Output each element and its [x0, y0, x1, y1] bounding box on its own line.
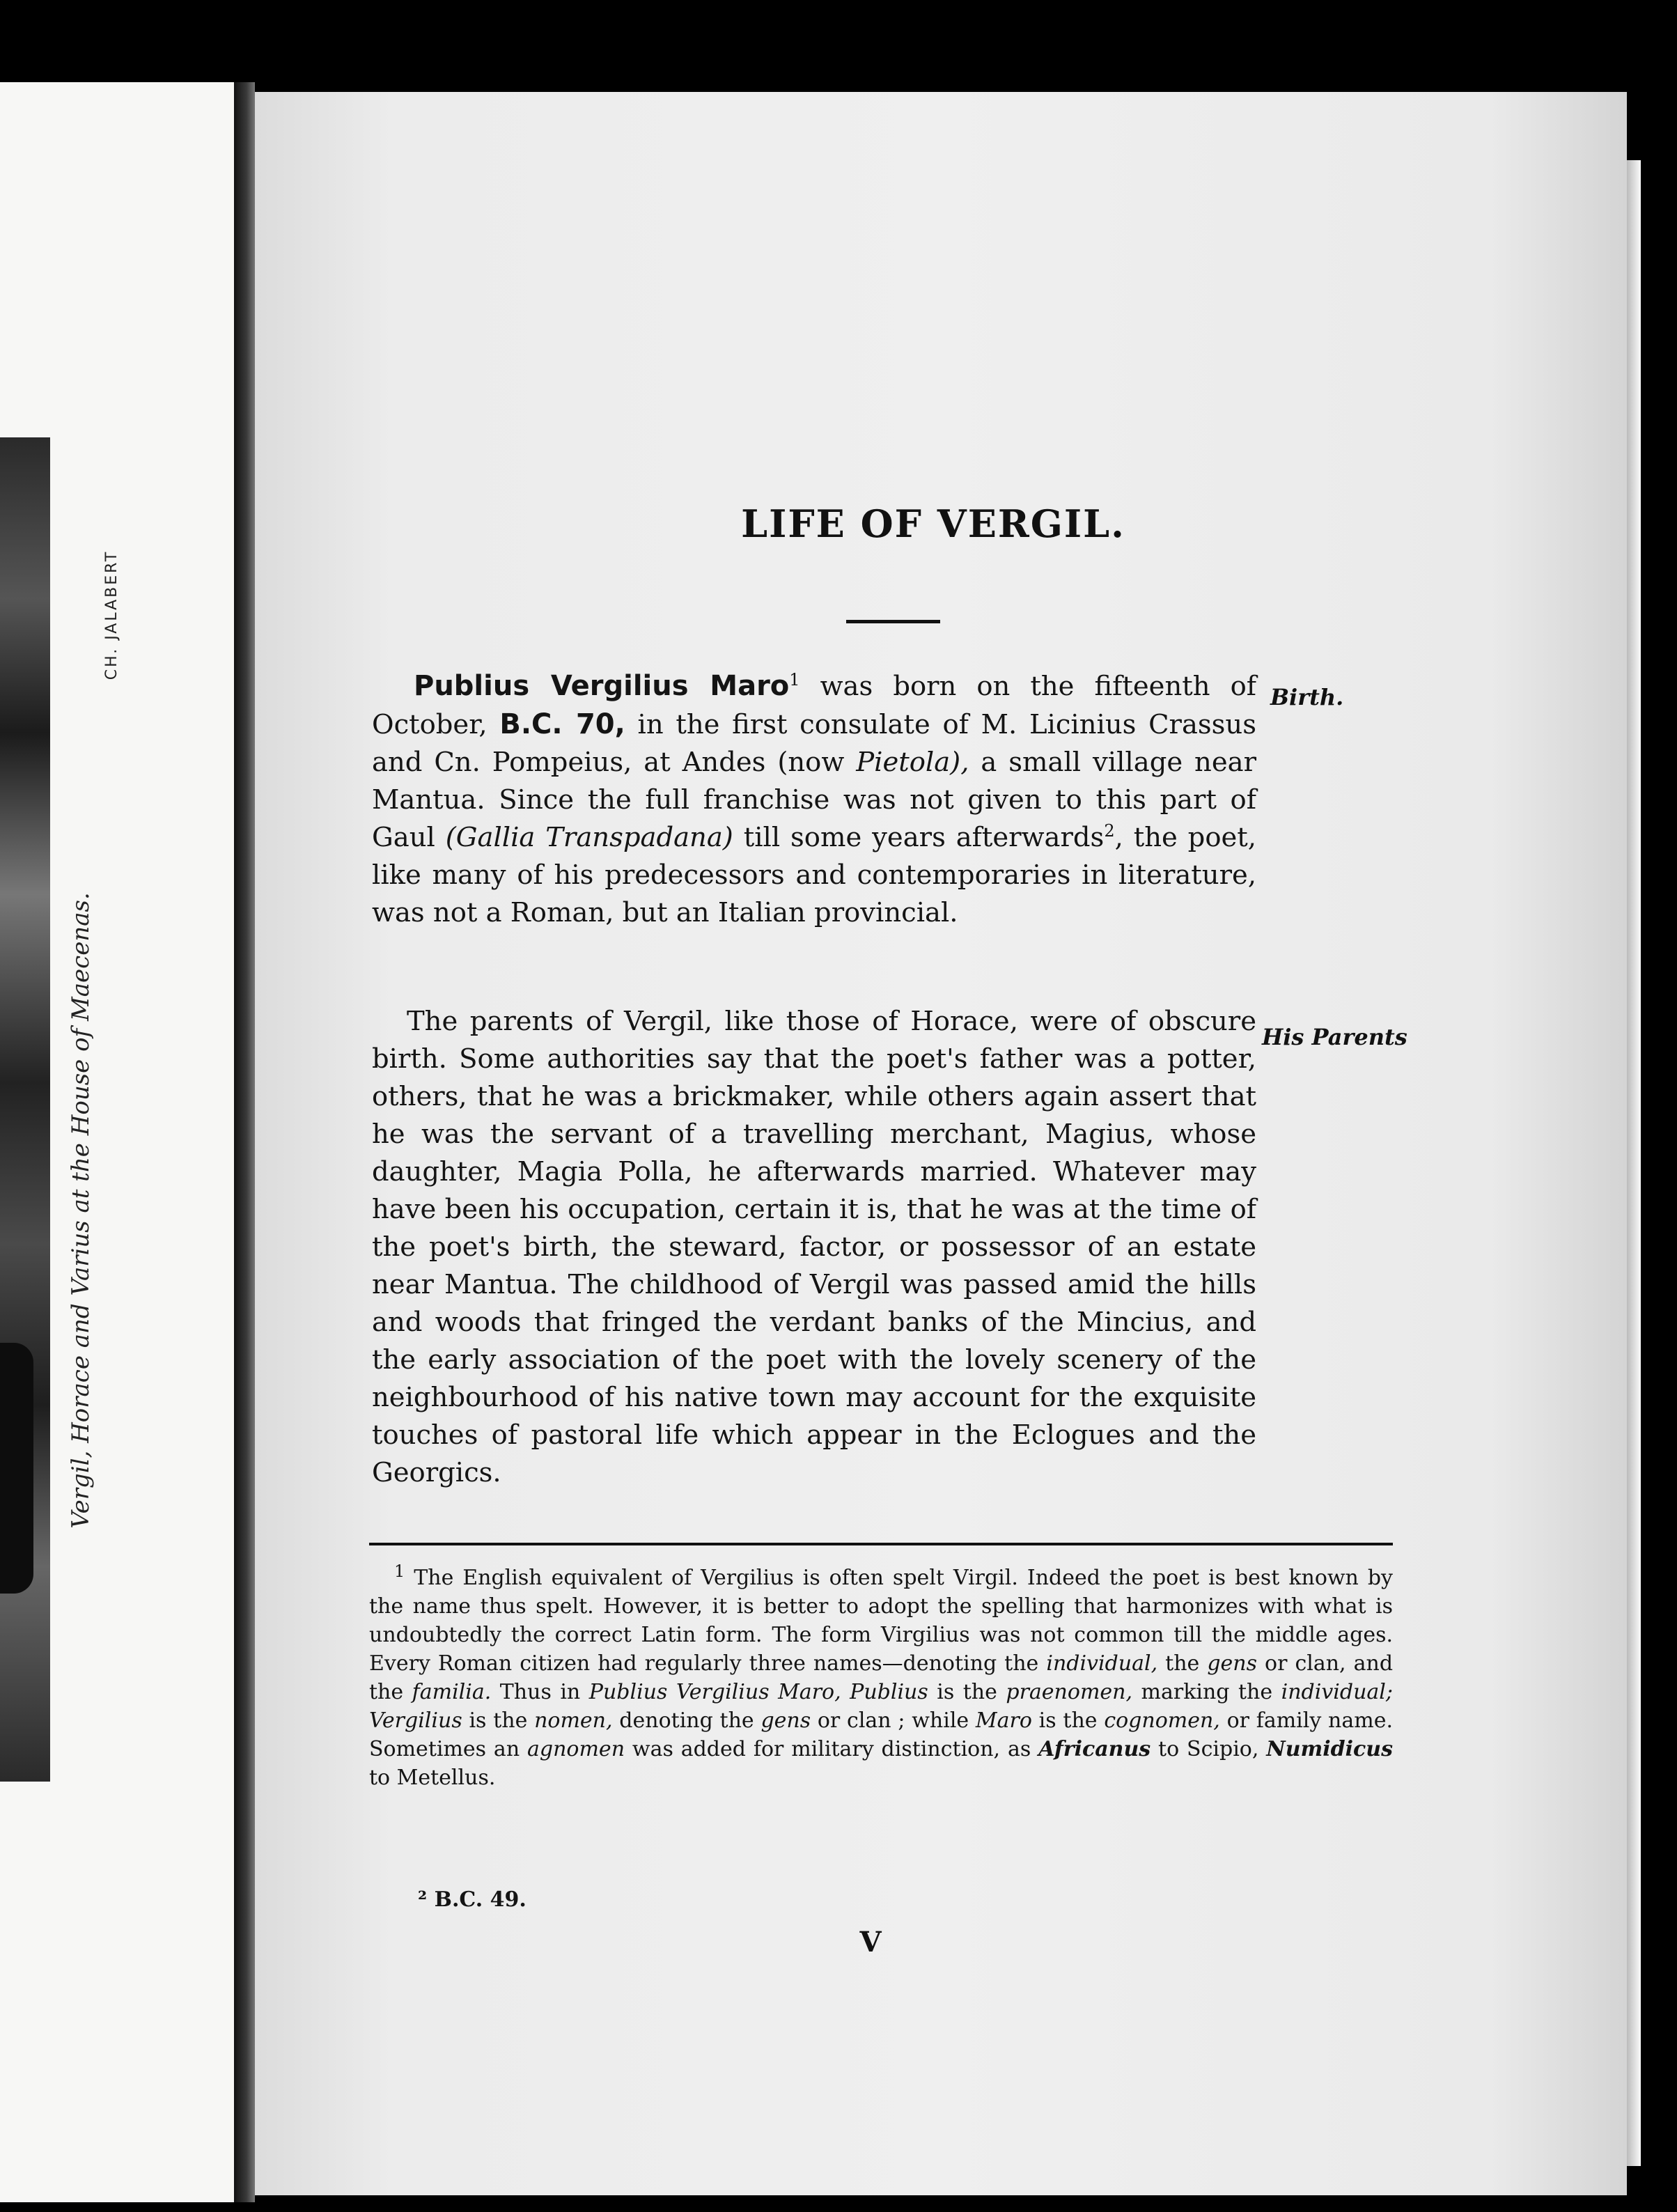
text-run: in the first consulate of M. Licinius Crassus and Cn. Pompeius, at Andes (now — [372, 709, 1256, 778]
text-run: , the poet, like many of his predecessors and contemporaries in literature, was not a Roman, but an Italian provincial. — [372, 822, 1257, 928]
footnote-rule — [369, 1543, 1393, 1545]
italic-run: gens — [1207, 1651, 1258, 1676]
italic-run: (Gallia Transpadana) — [445, 822, 733, 853]
italic-run: agnomen — [527, 1737, 625, 1761]
text-run: Thus in — [491, 1680, 589, 1704]
text-run: is the — [928, 1680, 1006, 1704]
subject-name: Publius Vergilius Maro — [414, 670, 790, 702]
birth-date: B.C. 70, — [499, 708, 625, 740]
text-run: marking the — [1132, 1680, 1281, 1704]
sidenote-parents: His Parents — [1262, 1024, 1407, 1050]
text-run: was born on the fifteenth of October, — [372, 671, 1256, 740]
text-run: the — [1157, 1651, 1208, 1676]
page-number: V — [859, 1926, 882, 1958]
plate-artist-credit: CH. JALABERT — [103, 550, 120, 680]
footnote-ref: 2 — [1104, 821, 1115, 841]
footnote-1 — [369, 1561, 1394, 1792]
italic-run: individual, — [1046, 1651, 1158, 1676]
sidenote-birth: Birth. — [1270, 684, 1344, 710]
footnote-2: ² B.C. 49. — [418, 1887, 526, 1912]
italic-run: Africanus — [1038, 1737, 1151, 1761]
italic-run: nomen, — [534, 1708, 613, 1733]
text-run: was added for military distinction, as — [625, 1737, 1039, 1761]
facing-page — [0, 82, 234, 2202]
footnote-mark: 1 — [394, 1561, 405, 1581]
text-run: to Scipio, — [1150, 1737, 1267, 1761]
italic-run: cognomen, — [1104, 1708, 1220, 1733]
italic-run: individual; Vergilius — [369, 1680, 1393, 1733]
italic-run: Publius Vergilius Maro, Publius — [588, 1680, 928, 1704]
italic-run: Pietola), — [856, 747, 969, 778]
italic-run: Numidicus — [1266, 1737, 1393, 1761]
italic-run: gens — [760, 1708, 811, 1733]
text-run: The English equivalent of Vergilius is often spelt Virgil. Indeed the poet is best known by the name thus spelt. However, it is better to adopt the spelling that harmonizes with what is undoubtedly the correct Latin form. The form Virgilius was not common till the middle ages. Every Roman citizen had regularly three names—denoting the — [369, 1566, 1393, 1676]
plate-caption: Vergil, Horace and Varius at the House of Maecenas. — [67, 892, 95, 1529]
chapter-title: LIFE OF VERGIL. — [741, 501, 1125, 546]
text-run: is the — [462, 1708, 535, 1733]
paragraph-parents: The parents of Vergil, like those of Horace, were of obscure birth. Some authorities say that the poet's father was a potter, others, that he was a brickmaker, while others again assert that he was the servant of a travelling merchant, Magius, whose daughter, Magia Polla, he afterwards married. Whatever may have been his occupation, certain it is, that he was at the time of the poet's birth, the steward, factor, or possessor of an estate near Mantua. The childhood of Vergil was passed amid the hills and woods that fringed the verdant banks of the Mincius, and the early association of the poet with the lovely scenery of the neighbourhood of his native town may account for the exquisite touches of pastoral life which appear in the Eclogues and the Georgics. — [372, 1006, 1256, 1488]
text-run: till some years afterwards — [733, 822, 1105, 853]
text-run: denoting the — [612, 1708, 761, 1733]
text-run: a small village near Mantua. Since the full franchise was not given to this part of Gaul — [372, 747, 1256, 853]
text-run: is the — [1031, 1708, 1105, 1733]
text-run: to Metellus. — [369, 1766, 496, 1790]
italic-run: praenomen, — [1006, 1680, 1133, 1704]
plate-illustration — [0, 437, 50, 1782]
italic-run: Maro — [975, 1708, 1032, 1733]
footnote-ref: 1 — [789, 670, 800, 690]
text-run: or clan, and the — [369, 1651, 1394, 1704]
italic-run: familia. — [412, 1680, 492, 1704]
page-edge — [1627, 160, 1641, 2166]
text-run: or family name. Sometimes an — [369, 1708, 1393, 1761]
text-run: or clan ; while — [811, 1708, 976, 1733]
book-gutter — [234, 82, 255, 2202]
paragraph-birth — [372, 667, 1256, 932]
title-rule — [846, 620, 940, 623]
plate-shadow — [0, 1343, 33, 1594]
